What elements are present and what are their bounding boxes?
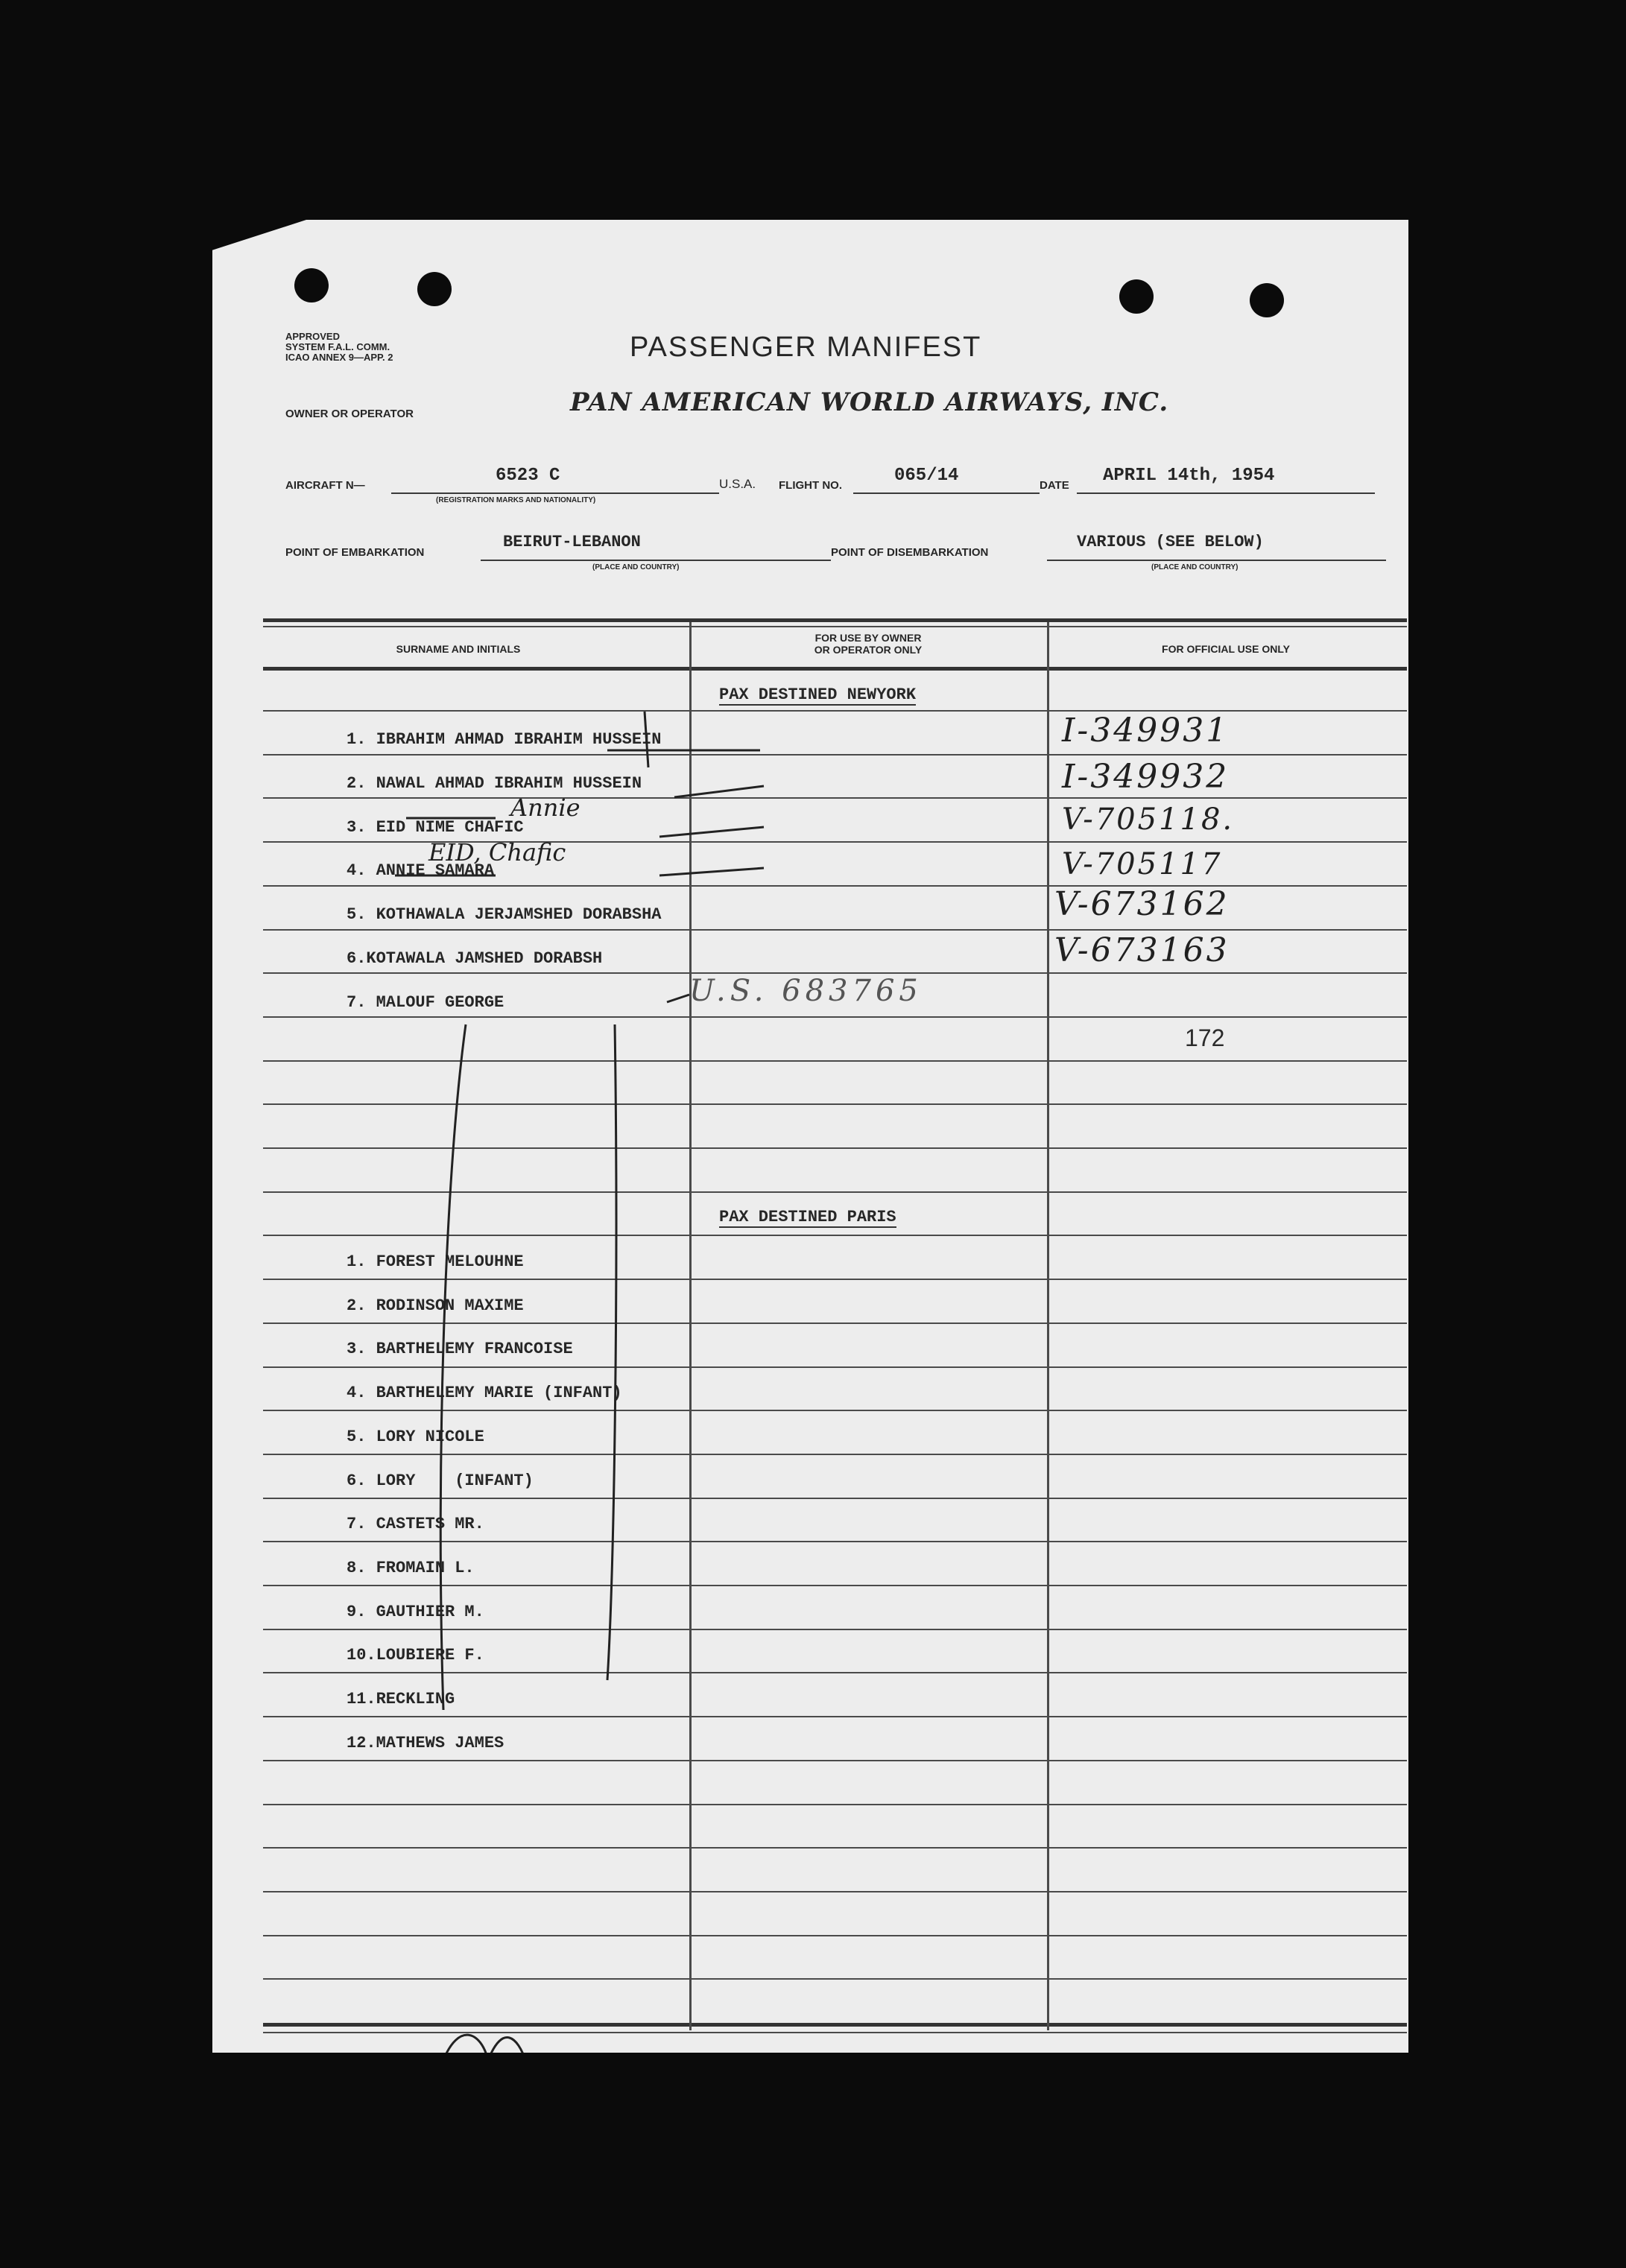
passenger-row: 2. RODINSON MAXIME	[347, 1296, 524, 1315]
passenger-row: 11.RECKLING	[347, 1690, 455, 1708]
passenger-row: 4. ANNIE SAMARA	[347, 861, 495, 880]
page-number: 172	[1185, 1024, 1225, 1051]
passenger-row: 1. IBRAHIM AHMAD IBRAHIM HUSSEIN	[347, 730, 662, 749]
flight-value: 065/14	[894, 466, 959, 486]
disembarkation-label: POINT OF DISEMBARKATION	[831, 546, 989, 559]
aircraft-label: AIRCRAFT N—	[285, 479, 365, 492]
handwritten-correction: Annie	[510, 794, 581, 822]
passenger-row: 3. EID NIME CHAFIC	[347, 818, 524, 837]
pen-stroke	[659, 868, 764, 875]
pen-stroke	[667, 995, 689, 1002]
bracket-line	[440, 1024, 466, 1710]
signature	[443, 2035, 525, 2053]
date-label: DATE	[1040, 479, 1069, 492]
passenger-row: 3. BARTHELEMY FRANCOISE	[347, 1340, 573, 1358]
manifest-paper	[212, 220, 1408, 2053]
official-column-header: FOR OFFICIAL USE ONLY	[1162, 643, 1290, 655]
approval-line: ICAO ANNEX 9—APP. 2	[285, 352, 393, 363]
official-number: V-673163	[1054, 931, 1230, 969]
date-value: APRIL 14th, 1954	[1103, 466, 1275, 486]
official-number: V-705118.	[1062, 802, 1235, 837]
paris-heading: PAX DESTINED PARIS	[719, 1208, 896, 1226]
aircraft-value: 6523 C	[496, 466, 560, 486]
company-name: PAN AMERICAN WORLD AIRWAYS, INC.	[570, 387, 1169, 417]
passenger-row: 6. LORY (INFANT)	[347, 1472, 534, 1490]
disembarkation-value: VARIOUS (SEE BELOW)	[1077, 533, 1264, 551]
passenger-row: 10.LOUBIERE F.	[347, 1646, 484, 1664]
approval-line: SYSTEM F.A.L. COMM.	[285, 341, 390, 352]
official-number: I-349932	[1062, 758, 1230, 796]
passenger-row: 5. LORY NICOLE	[347, 1428, 484, 1446]
embarkation-value: BEIRUT-LEBANON	[503, 533, 641, 551]
pen-marks	[212, 220, 1408, 2053]
pen-stroke	[645, 712, 648, 767]
passenger-row: 12.MATHEWS JAMES	[347, 1734, 504, 1752]
passenger-row: 2. NAWAL AHMAD IBRAHIM HUSSEIN	[347, 774, 642, 793]
passenger-row: 8. FROMAIN L.	[347, 1559, 475, 1577]
handwritten-note: U.S. 683765	[689, 974, 923, 1008]
pen-stroke	[674, 786, 764, 797]
passenger-row: 4. BARTHELEMY MARIE (INFANT)	[347, 1384, 622, 1402]
handwritten-correction: EID, Chafic	[428, 838, 566, 867]
aircraft-sublabel: (REGISTRATION MARKS AND NATIONALITY)	[436, 496, 596, 504]
disembarkation-sublabel: (PLACE AND COUNTRY)	[1151, 563, 1239, 571]
pen-stroke	[659, 827, 764, 837]
bracket-line	[607, 1024, 616, 1680]
passenger-row: 1. FOREST MELOUHNE	[347, 1252, 524, 1271]
owner-header-line: OR OPERATOR ONLY	[814, 644, 923, 656]
official-number: I-349931	[1062, 712, 1230, 750]
owner-header-line: FOR USE BY OWNER	[814, 632, 922, 644]
owner-label: OWNER OR OPERATOR	[285, 408, 414, 420]
approval-line: APPROVED	[285, 331, 340, 342]
official-number: V-673162	[1054, 885, 1230, 923]
country-label: U.S.A.	[719, 477, 756, 491]
passenger-row: 6.KOTAWALA JAMSHED DORABSH	[347, 949, 603, 968]
official-number: V-705117	[1062, 847, 1223, 881]
embarkation-sublabel: (PLACE AND COUNTRY)	[592, 563, 680, 571]
embarkation-label: POINT OF EMBARKATION	[285, 546, 425, 559]
form-title: PASSENGER MANIFEST	[630, 332, 982, 363]
passenger-row: 9. GAUTHIER M.	[347, 1603, 484, 1621]
newyork-heading: PAX DESTINED NEWYORK	[719, 685, 917, 704]
passenger-row: 7. CASTETS MR.	[347, 1515, 484, 1533]
passenger-row: 5. KOTHAWALA JERJAMSHED DORABSHA	[347, 905, 662, 924]
passenger-row: 7. MALOUF GEORGE	[347, 993, 504, 1012]
surname-column-header: SURNAME AND INITIALS	[396, 643, 521, 655]
flight-label: FLIGHT NO.	[779, 479, 842, 492]
